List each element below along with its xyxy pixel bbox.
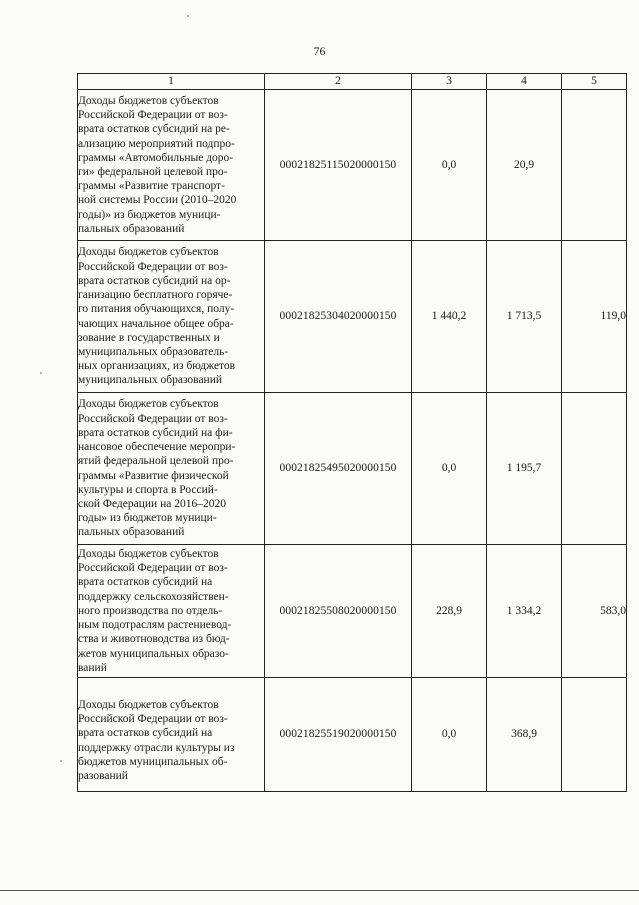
page-number: 76 (313, 44, 326, 58)
table-row (78, 393, 627, 545)
table-row (78, 241, 627, 393)
scan-speck (187, 15, 189, 17)
row-value-col3: 228,9 (412, 545, 487, 678)
row-value-col4: 1 195,7 (487, 393, 562, 545)
column-header-4: 4 (487, 74, 562, 90)
description-text: Доходы бюджетов субъектов Российской Федерации от воз- врата остатков субсидий на ор- ганизацию бесплатного горяче- го питания обучающихся, полу- чающих начальное общее обра- зование в государственных и муниципальных образователь- ных организациях, из бюджетов муниципальных образований (78, 246, 236, 387)
description-text: Доходы бюджетов субъектов Российской Федерации от воз- врата остатков субсидий на ре- ализацию мероприятий подпро- граммы «Автомобильные доро- ги» федеральной целевой про- граммы «Развитие транспорт- ной системы России (2010–2020 годы)» из бюджетов муници- пальных образований (78, 94, 237, 235)
row-description (78, 545, 265, 678)
column-header-3: 3 (412, 74, 487, 90)
row-description (78, 393, 265, 545)
table-row (78, 678, 627, 792)
row-description (78, 678, 265, 792)
row-value-col3: 0,0 (412, 393, 487, 545)
row-code: 00021825304020000150 (265, 241, 412, 393)
row-value-col5 (562, 393, 627, 545)
scan-speck (60, 760, 62, 762)
row-description (78, 241, 265, 393)
row-value-col5 (562, 90, 627, 241)
row-value-col3: 1 440,2 (412, 241, 487, 393)
table-row (78, 545, 627, 678)
column-header-5: 5 (562, 74, 627, 90)
budget-revenue-table (77, 73, 627, 792)
description-text: Доходы бюджетов субъектов Российской Федерации от воз- врата остатков субсидий на поддержку сельскохозяйствен- ного производства по отдель- ным подотраслям растениевод- ства и животноводства из бюд- жетов муниципальных образо- ваний (78, 548, 232, 674)
row-value-col5: 119,0 (562, 241, 627, 393)
description-text: Доходы бюджетов субъектов Российской Федерации от воз- врата остатков субсидий на фи- нансовое обеспечение меропри- ятий федеральной целевой про- граммы «Развитие физической культуры и спорта в Россий- ской Федерации на 2016–2020 годы» из бюджетов муници- пальных образований (78, 398, 236, 539)
row-code: 00021825115020000150 (265, 90, 412, 241)
column-header-1: 1 (78, 74, 265, 90)
row-code: 00021825519020000150 (265, 678, 412, 792)
table-row (78, 90, 627, 241)
row-value-col3: 0,0 (412, 678, 487, 792)
row-value-col4: 1 713,5 (487, 241, 562, 393)
row-value-col5 (562, 678, 627, 792)
row-code: 00021825508020000150 (265, 545, 412, 678)
row-description (78, 90, 265, 241)
table-header-row (78, 74, 627, 90)
page-bottom-edge (0, 890, 639, 891)
description-text: Доходы бюджетов субъектов Российской Федерации от воз- врата остатков субсидий на поддержку отрасли культуры из бюджетов муниципальных об- разований (78, 698, 235, 782)
row-value-col4: 20,9 (487, 90, 562, 241)
row-value-col4: 368,9 (487, 678, 562, 792)
row-value-col5: 583,0 (562, 545, 627, 678)
scan-speck (40, 372, 42, 374)
row-value-col3: 0,0 (412, 90, 487, 241)
row-value-col4: 1 334,2 (487, 545, 562, 678)
row-code: 00021825495020000150 (265, 393, 412, 545)
column-header-2: 2 (265, 74, 412, 90)
